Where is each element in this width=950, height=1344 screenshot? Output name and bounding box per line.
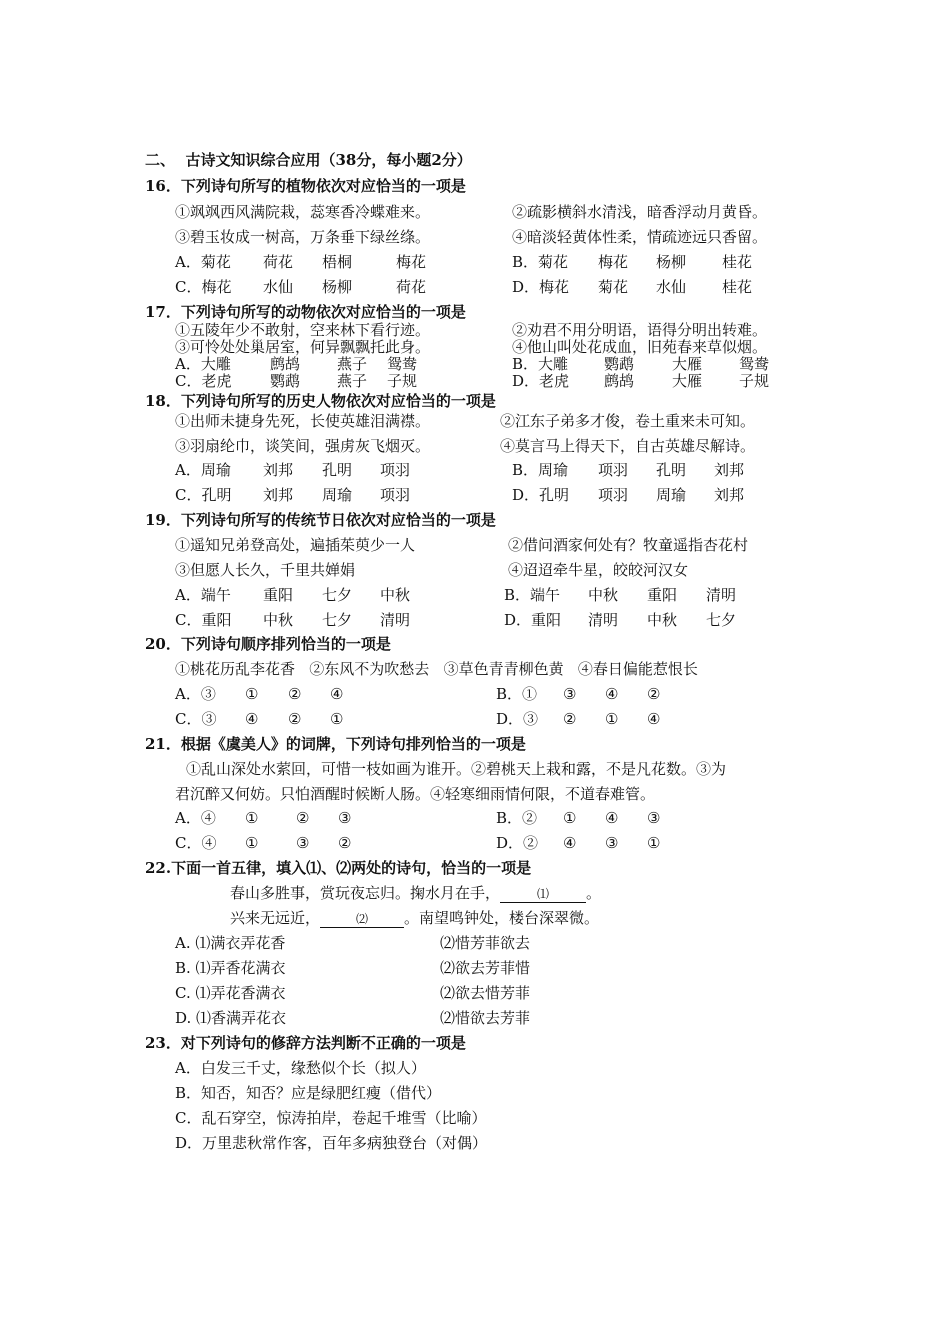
- q18-line-2: ②江东子弟多才俊，卷土重来未可知。: [500, 412, 756, 430]
- question-21-title: 21．根据《虞美人》的词牌，下列诗句排列恰当的一项是: [145, 735, 526, 753]
- q21-line-1: ①乱山深处水萦回，可惜一枝如画为谁开。②碧桃天上栽和露，不是凡花数。③为: [186, 760, 727, 778]
- q17-line-4: ④他山叫处花成血，旧苑春来草似烟。: [512, 338, 768, 356]
- q22-poem-line-2: 兴来无远近， ⑵ 。南望鸣钟处，楼台深翠微。: [230, 909, 600, 927]
- q17-line-1: ①五陵年少不敢射，空来林下看行迹。: [175, 321, 431, 339]
- question-18-title: 18．下列诗句所写的历史人物依次对应恰当的一项是: [145, 392, 496, 410]
- question-16-title: 16．下列诗句所写的植物依次对应恰当的一项是: [145, 177, 466, 195]
- exam-page: 二、 古诗文知识综合应用（38分，每小题2分） 16．下列诗句所写的植物依次对应恰当的一项是 ①飒飒西风满院栽，蕊寒香冷蝶难来。 ②疏影横斜水清浅，暗香浮动月黄昏。 ③碧玉妆成一树高，万条垂下绿丝绦。 ④暗淡轻黄体性柔，情疏迹远只香留。 A．菊花 荷花 梧桐 梅花 B．菊花 梅花 杨柳 桂花 C．梅花 水仙 杨柳 荷花 D．梅花 菊花 水仙 桂花 17．下列诗句所写的动物依次对应恰当的一项是 ①五陵年少不敢射，空来林下看行迹。 ②劝君不用分明语，语得分明出转难。 ③可怜处处巢居室，何异飘飘托此身。 ④他山叫处花成血，旧苑春来草似烟。 A．大雕 鹧鸪 燕子 鸳鸯 B．大雕 鹦鹉 大雁 鸳鸯 C．老虎 鹦鹉 燕子 子规 D．老虎 鹧鸪 大雁 子规 18．下列诗句所写的历史人物依次对应恰当的一项是 ①出师未捷身先死，长使英雄泪满襟。 ②江东子弟多才俊，卷土重来未可知。 ③羽扇纶巾，谈笑间，强虏灰飞烟灭。 ④莫言马上得天下，自古英雄尽解诗。 A．周瑜 刘邦 孔明 项羽 B．周瑜 项羽 孔明 刘邦 C．孔明 刘邦 周瑜 项羽 D．孔明 项羽 周瑜 刘邦 19．下列诗句所写的传统节日依次对应恰当的一项是 ①遥知兄弟登高处，遍插茱萸少一人 ②借问酒家何处有？牧童遥指杏花村 ③但愿人长久，千里共婵娟 ④迢迢牵牛星，皎皎河汉女 A．端午 重阳 七夕 中秋 B．端午 中秋 重阳 清明 C．重阳 中秋 七夕 清明 D．重阳 清明 中秋 七夕 20．下列诗句顺序排列恰当的一项是 ①桃花历乱李花香 ②东风不为吹愁去 ③草色青青柳色黄 ④春日偏能惹恨长 A．③ ① ② ④ B．① ③ ④ ② C．③ ④ ② ① D．③ ② ① ④ 21．根据《虞美人》的词牌，下列诗句排列恰当的一项是 ①乱山深处水萦回，可惜一枝如画为谁开。②碧桃天上栽和露，不是凡花数。③为 君沉醉又何妨。只怕酒醒时候断人肠。④轻寒细雨情何限，不道春难管。 A．④ ① ② ③ B．② ① ④ ③ C．④ ① ③ ② D．② ④ ③ ① 22.下面一首五律，填入⑴、⑵两处的诗句，恰当的一项是 春山多胜事，赏玩夜忘归。掬水月在手， ⑴ 。 兴来无远近， ⑵ 。南望鸣钟处，楼台深翠微。 A. ⑴满衣弄花香 ⑵惜芳菲欲去 B. ⑴弄香花满衣 ⑵欲去芳菲惜 C. ⑴弄花香满衣 ⑵欲去惜芳菲 D. ⑴香满弄花衣 ⑵惜欲去芳菲 23．对下列诗句的修辞方法判断不正确的一项是 A．白发三千丈，缘愁似个长（拟人） B．知否，知否？应是绿肥红瘦（借代） C．乱石穿空，惊涛拍岸，卷起千堆雪（比喻） D．万里悲秋常作客，百年多病独登台（对偶）: [145, 151, 770, 1152]
- q22-blank-2[interactable]: ⑵: [320, 911, 404, 928]
- q22-blank-1[interactable]: ⑴: [500, 886, 586, 903]
- question-23-title: 23．对下列诗句的修辞方法判断不正确的一项是: [145, 1034, 466, 1052]
- section-title: 二、 古诗文知识综合应用（38分，每小题2分）: [145, 151, 472, 169]
- q20-line: ①桃花历乱李花香 ②东风不为吹愁去 ③草色青青柳色黄 ④春日偏能惹恨长: [175, 660, 698, 678]
- q19-line-4: ④迢迢牵牛星，皎皎河汉女: [508, 561, 689, 579]
- q23-option-A[interactable]: A．白发三千丈，缘愁似个长（拟人）: [175, 1059, 426, 1077]
- q16-line-4: ④暗淡轻黄体性柔，情疏迹远只香留。: [512, 228, 768, 246]
- question-20-title: 20．下列诗句顺序排列恰当的一项是: [145, 635, 391, 653]
- question-17-title: 17．下列诗句所写的动物依次对应恰当的一项是: [145, 303, 466, 321]
- q19-line-2: ②借问酒家何处有？牧童遥指杏花村: [508, 536, 749, 554]
- q17-line-2: ②劝君不用分明语，语得分明出转难。: [512, 321, 768, 339]
- q19-line-3: ③但愿人长久，千里共婵娟: [175, 561, 356, 579]
- q19-line-1: ①遥知兄弟登高处，遍插茱萸少一人: [175, 536, 416, 554]
- q22-poem-line-1: 春山多胜事，赏玩夜忘归。掬水月在手， ⑴ 。: [230, 884, 602, 902]
- q23-option-B[interactable]: B．知否，知否？应是绿肥红瘦（借代）: [175, 1084, 442, 1102]
- question-19-title: 19．下列诗句所写的传统节日依次对应恰当的一项是: [145, 511, 496, 529]
- q21-line-2: 君沉醉又何妨。只怕酒醒时候断人肠。④轻寒细雨情何限，不道春难管。: [175, 785, 656, 803]
- q16-line-3: ③碧玉妆成一树高，万条垂下绿丝绦。: [175, 228, 431, 246]
- q16-line-1: ①飒飒西风满院栽，蕊寒香冷蝶难来。: [175, 203, 431, 221]
- q23-option-D[interactable]: D．万里悲秋常作客，百年多病独登台（对偶）: [175, 1134, 488, 1152]
- q17-line-3: ③可怜处处巢居室，何异飘飘托此身。: [175, 338, 431, 356]
- q18-line-1: ①出师未捷身先死，长使英雄泪满襟。: [175, 412, 431, 430]
- q18-line-3: ③羽扇纶巾，谈笑间，强虏灰飞烟灭。: [175, 437, 431, 455]
- q16-line-2: ②疏影横斜水清浅，暗香浮动月黄昏。: [512, 203, 768, 221]
- question-22-title: 22.下面一首五律，填入⑴、⑵两处的诗句，恰当的一项是: [145, 859, 532, 877]
- q23-option-C[interactable]: C．乱石穿空，惊涛拍岸，卷起千堆雪（比喻）: [175, 1109, 487, 1127]
- q18-line-4: ④莫言马上得天下，自古英雄尽解诗。: [500, 437, 756, 455]
